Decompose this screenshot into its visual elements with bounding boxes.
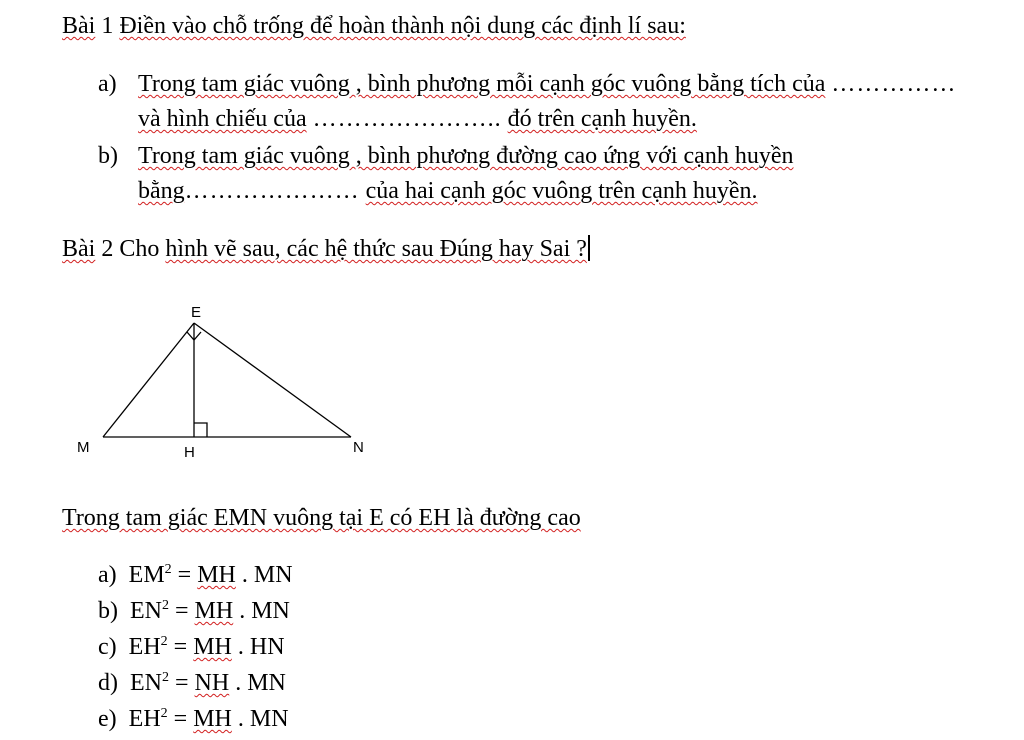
relation-factor: MH: [194, 598, 234, 624]
relation-rhs: MN: [251, 598, 290, 624]
text-cursor: [588, 235, 590, 261]
bai1-item-b-blank: …………………: [184, 178, 360, 204]
statement: [62, 504, 581, 532]
relation-rhs: HN: [249, 634, 285, 660]
bai1-item-a-line2: [138, 105, 697, 133]
bai1-item-a-marker: a): [98, 71, 117, 97]
relation-lhs: EM: [128, 562, 165, 588]
bai1-heading-text: Điền vào chỗ trống để hoàn thành nội dung các định lí sau:: [119, 13, 686, 39]
relation-power: 2: [164, 562, 172, 577]
segment-ME: [103, 323, 194, 437]
relation-power: 2: [160, 634, 168, 649]
relation-c: [98, 633, 285, 661]
relation-dot: .: [231, 634, 250, 660]
relation-factor: MH: [193, 706, 232, 732]
relation-equals: =: [171, 562, 198, 588]
bai1-item-b-marker: b): [98, 143, 118, 169]
bai2-heading-word: Bài: [62, 236, 96, 262]
label-M: M: [77, 439, 90, 456]
bai1-item-a-line1: [138, 70, 956, 98]
bai1-item-b-text3: của hai cạnh góc vuông trên cạnh huyền.: [365, 178, 758, 204]
relation-dot: .: [231, 706, 250, 732]
bai1-item-b-line2: [138, 177, 758, 205]
bai1-item-a-blank2: …………………..: [312, 106, 502, 132]
relation-marker: a): [98, 562, 117, 588]
relation-lhs: EH: [128, 634, 161, 660]
relation-marker: b): [98, 598, 118, 624]
relation-e: [98, 705, 289, 733]
relation-factor: NH: [194, 670, 230, 696]
relation-power: 2: [160, 706, 168, 721]
relation-marker: e): [98, 706, 117, 732]
relation-lhs: EN: [130, 670, 162, 696]
bai2-heading: [62, 235, 590, 263]
relation-rhs: MN: [253, 562, 293, 588]
relation-power: 2: [162, 670, 169, 685]
bai1-item-b-text: Trong tam giác vuông , bình phương đường cao ứng với cạnh huyền: [138, 143, 794, 169]
relation-rhs: MN: [249, 706, 289, 732]
relation-power: 2: [162, 598, 169, 613]
relation-marker: d): [98, 670, 118, 696]
relation-factor: MH: [193, 634, 232, 660]
relation-d: [98, 669, 286, 697]
bai1-item-a-text: Trong tam giác vuông , bình phương mỗi cạnh góc vuông bằng tích của: [138, 71, 826, 97]
relation-equals: =: [167, 706, 194, 732]
label-H: H: [184, 444, 195, 461]
label-E: E: [191, 304, 202, 321]
relation-b: [98, 597, 290, 625]
relation-marker: c): [98, 634, 117, 660]
statement-text: Trong tam giác EMN vuông tại E có EH là đường cao: [62, 505, 581, 531]
relation-dot: .: [229, 670, 248, 696]
bai1-item-a-text2: và hình chiếu của: [138, 106, 307, 132]
bai1-item-a-blank1: ……………: [831, 71, 957, 97]
bai1-heading-word: Bài: [62, 13, 96, 39]
bai1-item-b-line1: [138, 142, 793, 170]
relation-factor: MH: [197, 562, 236, 588]
relation-a: [98, 561, 293, 589]
bai1-item-b-text2: bằng: [138, 178, 185, 204]
bai1-heading: [62, 12, 686, 40]
relation-lhs: EH: [128, 706, 161, 732]
label-N: N: [353, 439, 364, 456]
relation-equals: =: [167, 634, 194, 660]
bai1-item-a-text3: đó trên cạnh huyền.: [507, 106, 697, 132]
triangle-figure: [60, 295, 380, 470]
relation-dot: .: [235, 562, 254, 588]
relation-lhs: EN: [130, 598, 162, 624]
segment-EN: [194, 323, 351, 437]
bai2-heading-text: hình vẽ sau, các hệ thức sau Đúng hay Sai ?: [165, 236, 587, 262]
bai1-heading-number: 1: [95, 13, 120, 39]
relation-rhs: MN: [247, 670, 286, 696]
bai2-heading-number: 2 Cho: [95, 236, 166, 262]
relation-equals: =: [169, 598, 195, 624]
right-angle-mark-H: [194, 423, 207, 437]
relation-equals: =: [169, 670, 195, 696]
relation-dot: .: [233, 598, 252, 624]
